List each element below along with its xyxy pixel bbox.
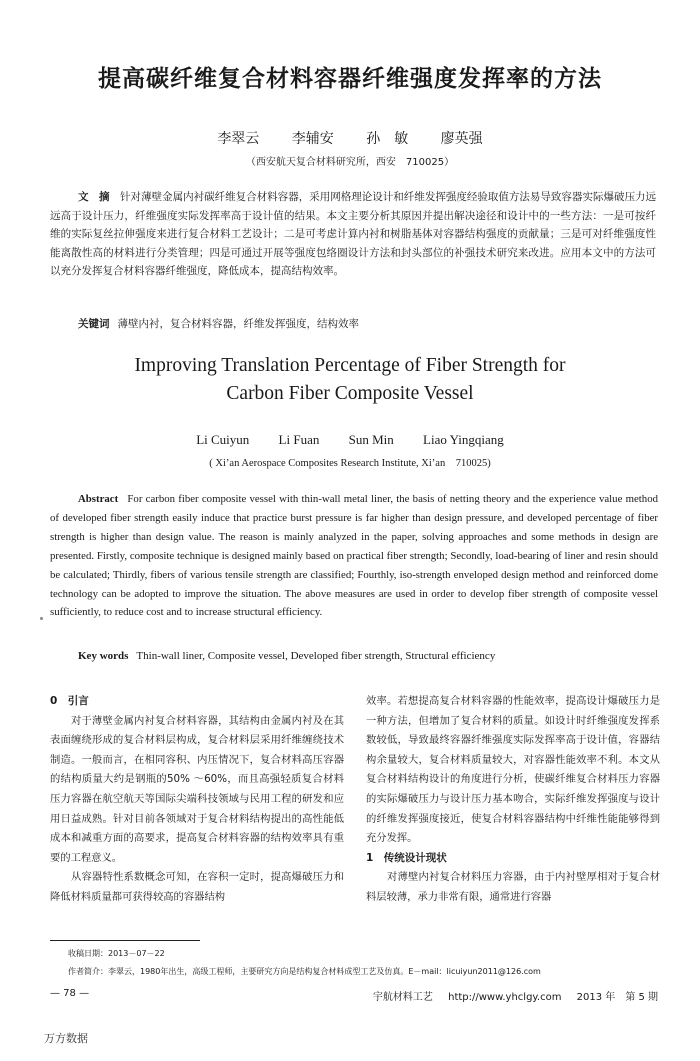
- affiliation-english: ( Xi’an Aerospace Composites Research Institute, Xi’an 710025): [209, 458, 491, 469]
- keywords-english: [78, 650, 658, 662]
- keywords-chinese: [78, 316, 658, 331]
- authors-english: [0, 432, 700, 448]
- body-paragraph: 从容器特性系数概念可知，在容积一定时，提高爆破压力和降低材料质量都可获得较高的容器结构: [50, 871, 344, 903]
- journal-url: http://www.yhclgy.com: [448, 992, 562, 1003]
- title-english: [0, 352, 700, 408]
- title-chinese: 提高碳纤维复合材料容器纤维强度发挥率的方法: [98, 66, 602, 92]
- authors-chinese: [0, 128, 700, 148]
- keywords-cn-label: 关键词: [78, 318, 110, 330]
- author-cn: 廖英强: [440, 131, 483, 147]
- footnote-received-date: 收稿日期：2013－07－22: [68, 949, 165, 958]
- body-paragraph: 对于薄壁金属内衬复合材料容器，其结构由金属内衬及在其表面缠绕形成的复合材料层构成，复合材料层采用纤维缠绕技术制造。一般而言，在相同容积、内压情况下，复合材料高压容器的结构质量大约是钢瓶的50% ～60%，而且高强轻质复合材料压力容器在航空航天等国际尖端科技领域与民用工程的研发和应用日益成熟。针对目前各领域对于复合材料结构提出的高性能低成本和减重方面的高要求，提高复合材料容器的结构效率具有重要的工程意义。: [50, 714, 344, 864]
- abstract-chinese: [50, 188, 656, 281]
- abstract-english: [50, 490, 658, 622]
- author-cn: 孙 敏: [366, 131, 409, 147]
- abstract-cn-label: 文 摘: [78, 191, 110, 203]
- title-en-line1: Improving Translation Percentage of Fiber Strength for: [134, 355, 566, 376]
- body-column-right: [366, 692, 660, 908]
- author-en: Li Fuan: [278, 432, 320, 447]
- watermark: 万方数据: [44, 1032, 88, 1045]
- section-heading-traditional-design: 1 传统设计现状: [366, 851, 447, 864]
- body-paragraph: 对薄壁内衬复合材料压力容器，由于内衬壁厚相对于复合材料层较薄，承力非常有限，通常进行容器: [366, 871, 660, 903]
- author-en: Liao Yingqiang: [423, 432, 504, 447]
- journal-issue: 2013 年 第 5 期: [576, 992, 658, 1003]
- journal-footer: [361, 988, 658, 1003]
- footnote-divider: [50, 940, 200, 941]
- footnote-author-bio: 作者简介：李翠云，1980年出生，高级工程师，主要研究方向是结构复合材料成型工艺及仿真。E－mail：licuiyun2011@126.com: [68, 967, 541, 976]
- page-number: — 78 —: [50, 988, 90, 999]
- abstract-cn-text: 针对薄壁金属内衬碳纤维复合材料容器，采用网格理论设计和纤维发挥强度经验取值方法易导致容器实际爆破压力远远高于设计压力，纤维强度实际发挥率高于设计值的结果。本文主要分析其原因并提出解决途径和设计中的一些方法：一是可按纤维的实际复丝拉伸强度来进行复合材料工艺设计；二是可考虑计算内衬和树脂基体对容器结构强度的贡献量；三是可对纤维强度性能离散性高的材料进行分类管理；四是可通过开展等强度包络圈设计方法和封头部位的补强技术研究来改进。应用本文中的方法可以充分发挥复合材料容器纤维强度，降低成本，提高结构效率。: [50, 191, 657, 278]
- keywords-en-label: Key words: [78, 650, 129, 662]
- keywords-cn-text: 薄壁内衬，复合材料容器，纤维发挥强度，结构效率: [117, 318, 359, 330]
- author-cn: 李翠云: [217, 131, 260, 147]
- title-en-line2: Carbon Fiber Composite Vessel: [226, 383, 474, 404]
- affiliation-chinese: （西安航天复合材料研究所，西安 710025）: [245, 157, 455, 168]
- body-paragraph-continued: 效率。若想提高复合材料容器的性能效率，提高设计爆破压力是一种方法，但增加了复合材料的质量。如设计时纤维强度发挥系数较低，导致最终容器纤维强度实际发挥率高于设计值，容器结构余量较大，复合材料质量较大，对容器性能效率不利。本文从复合材料结构设计的角度进行分析，使碳纤维复合材料压力容器的实际爆破压力与设计压力基本吻合，实际纤维发挥强度与设计的纤维发挥强度接近，使复合材料容器结构中纤维性能能够得到充分发挥。: [366, 695, 660, 845]
- abstract-en-text: For carbon fiber composite vessel with thin-wall metal liner, the basis of netting theory and the experience value method of developed fiber strength easily induce that practice burst pressure is far higher than design pressure, and developed percentage of fiber strength is higher than design value. The reason is mainly analyzed in the paper, solving approaches and some methods in design are presented. Firstly, composite technique is designed mainly based on practical fiber strength; Secondly, load-bearing of liner and resin should be calculated; Thirdly, fibers of various tensile strength are classified; Fourthly, iso-strength enveloped design method and reinforced dome technology can be adopted to improve the situation. The above measures are used in order to develop fiber strength of composite vessel sufficiently, to reduce cost and to increase structural efficiency.: [50, 493, 658, 619]
- section-heading-introduction: 0 引言: [50, 695, 89, 707]
- abstract-en-label: Abstract: [78, 493, 119, 505]
- author-en: Sun Min: [348, 432, 394, 447]
- journal-name: 宇航材料工艺: [372, 992, 433, 1003]
- margin-dot: [40, 617, 43, 620]
- author-en: Li Cuiyun: [196, 432, 250, 447]
- author-cn: 李辅安: [291, 131, 334, 147]
- keywords-en-text: Thin-wall liner, Composite vessel, Developed fiber strength, Structural efficiency: [136, 650, 496, 662]
- body-column-left: [50, 692, 344, 908]
